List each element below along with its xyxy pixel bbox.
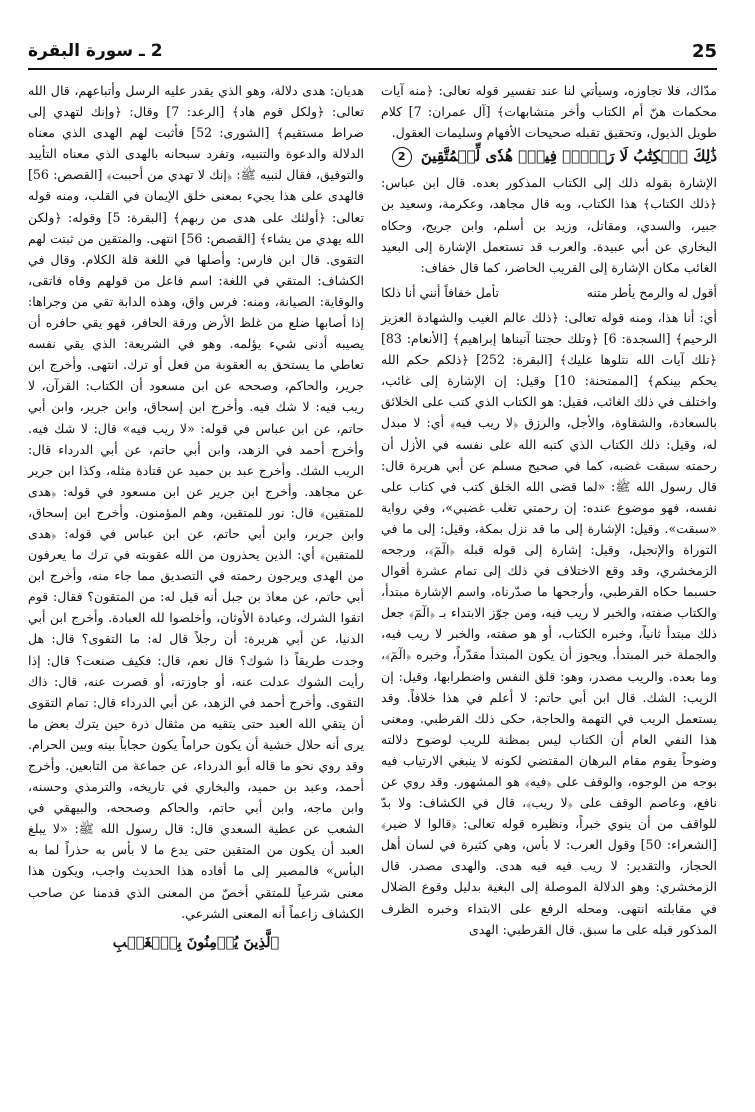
page-header (28, 34, 717, 70)
verse-text: ذَٰلِكَ ٱلۡكِتَٰبُ لَا رَيۡبَۛ فِيهِۛ هُدٗى لِّلۡمُتَّقِينَ (420, 147, 717, 166)
left-column (28, 80, 364, 953)
paragraph: الإشارة بقوله ذلك إلى الكتاب المذكور بعده. قال ابن عباس: ﴿ذلك الكتاب﴾ هذا الكتاب، وبه قال مجاهد، وعكرمة، وسعيد بن جبير، والسدي، ومقاتل، وزيد بن أسلم، وابن جريج، وحكاه البخاري عن أبي عبيدة. والعرب قد تستعمل الإشارة إلى البعيد الغائب مكان الإشارة إلى القريب الحاضر، كما قال خفاف: (381, 175, 717, 275)
paragraph: هديان: هدى دلالة، وهو الذي يقدر عليه الرسل وأتباعهم، قال الله تعالى: ﴿ولكل قوم هاد﴾ [الرعد: 7] وقال: ﴿وإنك لتهدي إلى صراط مستقيم﴾ [الشورى: 52] فأثبت لهم الهدى الذي معناه الدلالة والدعوة والتنبيه، وتفرد سبحانه بالهدى الذي معناه التأييد والتوفيق، فقال لنبيه ﷺ: ﴿إنك لا تهدي من أحببت﴾ [القصص: 56] فالهدى على هذا يجيء بمعنى خلق الإيمان في القلب، ومنه قوله تعالى: ﴿أولئك على هدى من ربهم﴾ [البقرة: 5] وقوله: ﴿ولكن الله يهدي من يشاء﴾ [القصص: 56] انتهى. والمتقين من ثبتت لهم التقوى. قال ابن فارس: وأصلها في اللغة قلة الكلام. وقال في الكشاف: المتقي في اللغة: اسم فاعل من قولهم وقاه فاتقى، والوقاية: الصيانة، ومنه: فرس واق، وهذه الدابة تقي من وجراها: إذا أصابها ضلع من غلظ الأرض ورقة الحافر، فهو يقي حافره أن يصيبه أدنى شيء يؤلمه. وهو في الشريعة: الذي يقي نفسه تعاطي ما يستحق به العقوبة من فعل أو ترك. انتهى. وأخرج ابن جرير، والحاكم، وصححه عن ابن مسعود أن الكتاب: القرآن، لا ريب فيه: لا شك فيه. وأخرج ابن إسحاق، وابن جرير، وابن أبي حاتم، عن ابن عباس في قوله: «لا ريب فيه» قال: لا شك فيه. وأخرج أحمد في الزهد، وابن أبي حاتم، عن أبي الدرداء قال: الريب الشك. وأخرج عبد بن حميد عن قتادة مثله، وكذا ابن جرير عن مجاهد. وأخرج ابن جرير عن ابن مسعود في قوله: ﴿هدى للمتقين﴾ قال: نور للمتقين، وهم المؤمنون. وأخرج ابن إسحاق، وابن جرير، وابن أبي حاتم، عن ابن عباس في قوله: ﴿هدى للمتقين﴾ أي: الذين يحذرون من الله عقوبته في ترك ما يعرفون من الهدى ويرجون رحمته في التصديق مما جاء منه، وأخرج ابن أبي حاتم، عن معاذ بن جبل أنه قيل له: من المتقون؟ فقال: قوم اتقوا الشرك، وعبادة الأوثان، وأخلصوا لله العبادة. وأخرج ابن أبي الدنيا، عن أبي هريرة: أن رجلاً قال له: ما التقوى؟ قال: هل وجدت طريقاً ذا شوك؟ قال نعم، قال: فكيف صنعت؟ قال: إذا رأيت الشوك عدلت عنه، أو جاوزته، أو قصرت عنه، قال: ذاك التقوى. وأخرج أحمد في الزهد، عن أبي الدرداء قال: تمام التقوى أن يتقي الله العبد حتى يتقيه من مثقال ذرة حين يترك بعض ما يرى أنه حلال خشية أن يكون حراماً يكون حجاباً بينه وبين الحرام. وقد روي نحو ما قاله أبو الدرداء، عن جماعة من التابعين. وأخرج أحمد، وعبد بن حميد، والبخاري في تاريخه، والترمذي وحسنه، وابن ماجه، وابن أبي حاتم، والحاكم وصححه، والبيهقي في الشعب عن عطية السعدي قال: قال رسول الله ﷺ: «لا يبلغ العبد أن يكون من المتقين حتى يدع ما لا بأس به حذراً لما به البأس» فالمصير إلى ما أفاده هذا الحديث واجب، ويكون هذا معنى شرعياً للمتقي أخصّ من المعنى الذي قدمنا عن صاحب الكشاف زاعماً أنه المعنى الشرعي. (28, 83, 365, 921)
next-verse-heading: ٱلَّذِينَ يُؤۡمِنُونَ بِٱلۡغَيۡبِ (112, 933, 280, 951)
paragraph: مدّاك، فلا تجاوزه، وسيأتي لنا عند تفسير قوله تعالى: ﴿منه آيات محكمات هنّ أم الكتاب وأخر متشابهات﴾ [آل عمران: 7] كلام طويل الذيول، وتحقيق تقبله صحيحات الأفهام وسليمات العقول. (381, 83, 717, 141)
surah-title: 2 ـ سورة البقرة (28, 41, 163, 61)
poetry-line (381, 282, 717, 303)
poem-second-hemistich: تأمل خفافاً أنني أنا ذلكا (381, 284, 499, 300)
right-column (381, 80, 717, 940)
page-number: 25 (691, 40, 717, 62)
verse-number-ornament: 2 (392, 147, 412, 167)
quran-verse (381, 146, 717, 167)
poem-first-hemistich: أقول له والرمح يأطر متنه (586, 284, 717, 300)
paragraph: أي: أنا هذا، ومنه قوله تعالى: ﴿ذلك عالم الغيب والشهادة العزيز الرحيم﴾ [السجدة: 6] ﴿وتلك حجتنا آتيناها إبراهيم﴾ [الأنعام: 83] ﴿تلك آيات الله نتلوها عليك﴾ [البقرة: 252] ﴿ذلكم حكم الله يحكم بينكم﴾ [الممتحنة: 10] وقيل: إن الإشارة إلى غائب، واختلف في ذلك الغائب، فقيل: هو الكتاب الذي كتب على الخلائق بالسعادة، والشقاوة، والأجل، والرزق ﴿لا ريب فيه﴾ أي: لا مبدل له، وقيل: ذلك الكتاب الذي كتبه الله على نفسه في الأزل أن رحمته سبقت غضبه، كما في صحيح مسلم عن أبي هريرة قال: قال رسول الله ﷺ: «لما قضى الله الخلق كتب في كتاب على نفسه، فهو موضوع عنده: إن رحمتي تغلب غضبي»، وفي رواية «سبقت». وقيل: الإشارة إلى ما قد نزل بمكة، وقيل: إلى ما في التوراة والإنجيل، وقيل: إشارة إلى قوله قبله ﴿الٓمٓ﴾، ورجحه الزمخشري، وقد وقع الاختلاف في ذلك إلى تمام عشرة أقوال حسبما حكاه القرطبي، وأرجحها ما صدّرناه، واسم الإشارة مبتدأ، والكتاب صفته، والخبر لا ريب فيه، ومن جوّز الابتداء بـ ﴿الٓمٓ﴾ جعل ذلك مبتدأ ثانياً، وخبره الكتاب، أو هو صفته، والخبر لا ريب فيه، والجملة خبر المبتدأ. ويجوز أن يكون المبتدأ مقدّراً، وخبره ﴿الٓمٓ﴾، وما بعده. والريب مصدر، وهو: قلق النفس واضطرابها، وقيل: إن الريب: الشك. قال ابن أبي حاتم: لا أعلم في هذا خلافاً. وقد يستعمل الريب في التهمة والحاجة، حكى ذلك القرطبي. ومعنى هذا النفي العام أن الكتاب ليس بمظنة للريب لوضوح دلالته وضوحاً يقوم مقام البرهان المقتضي لكونه لا ينبغي الارتياب فيه بوجه من الوجوه، والوقف على ﴿فيه﴾ هو المشهور. وقد روي عن نافع، وعاصم الوقف على ﴿لا ريب﴾، قال في الكشاف: ولا بدّ للواقف من أن ينوي خبراً، ونظيره قوله تعالى: ﴿قالوا لا ضير﴾ [الشعراء: 50] وقول العرب: لا بأس، وهي كثيرة في لسان أهل الحجاز، والتقدير: لا ريب فيه فيه هدى. والهدى مصدر. قال الزمخشري: وهو الدلالة الموصلة إلى البغية بدليل وقوع الضلال في مقابلته انتهى. ومحله الرفع على الابتداء وخبره الظرف المذكور قبله على ما سبق. قال القرطبي: الهدى (381, 309, 717, 937)
